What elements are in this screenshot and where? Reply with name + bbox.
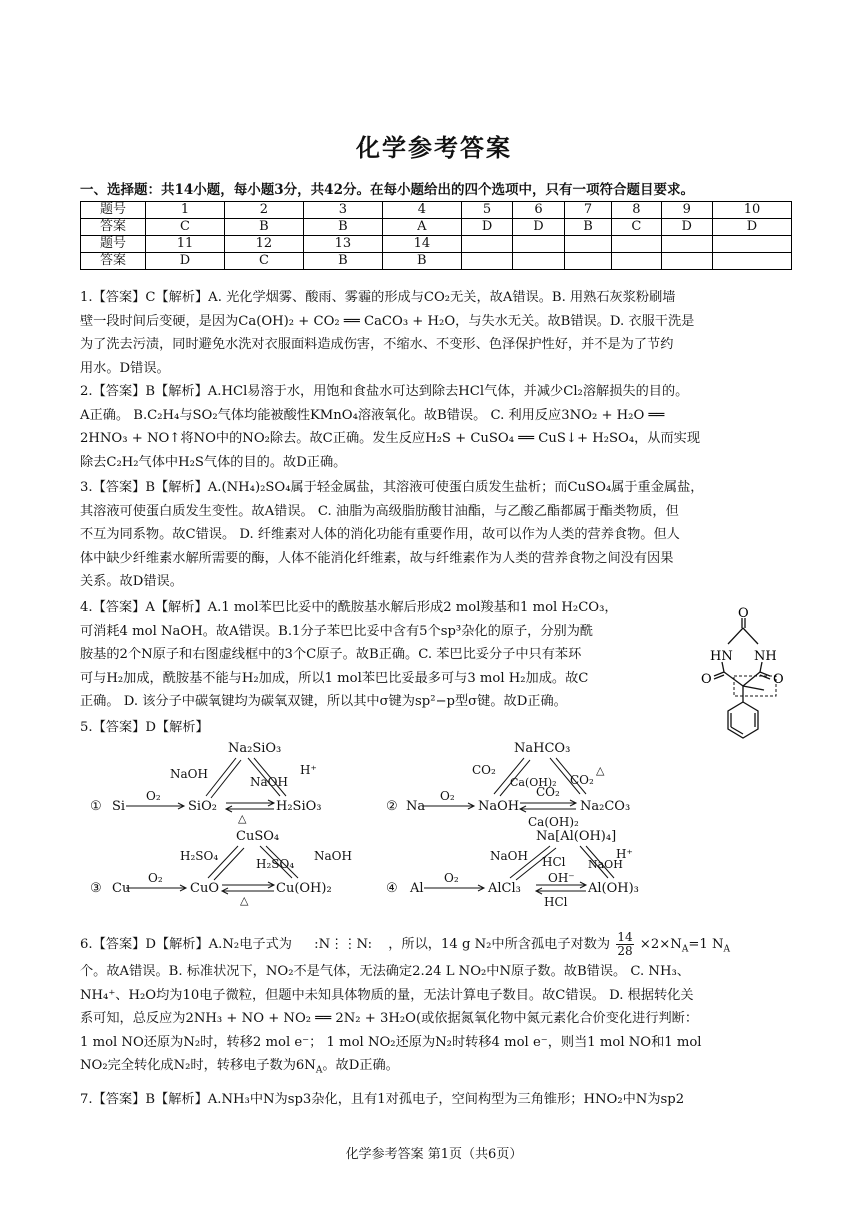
species-label: Na: [406, 799, 426, 814]
table-cell: [661, 253, 712, 270]
table-cell: [564, 253, 612, 270]
row-label: 题号: [81, 202, 146, 219]
table-cell: B: [382, 253, 461, 270]
text-line: 正确。 D. 该分子中碳氧键均为碳氧双键，所以其中σ键为sp²−p型σ键。故D正确。: [80, 694, 567, 710]
heat-symbol: △: [596, 764, 605, 777]
diagram-number: ②: [386, 799, 398, 814]
reagent-label: Ca(OH)₂: [510, 776, 557, 789]
species-label: Na[Al(OH)₄]: [536, 829, 617, 844]
table-cell: 4: [382, 202, 461, 219]
table-cell: D: [461, 219, 512, 236]
reagent-label: NaOH: [490, 849, 528, 863]
table-cell: [612, 253, 661, 270]
table-cell: B: [564, 219, 612, 236]
table-cell: 12: [224, 236, 303, 253]
text-line: 2.【答案】B【解析】A.HCl易溶于水，用饱和食盐水可达到除去HCl气体，并减少Cl₂溶解损失的目的。: [80, 384, 689, 399]
reagent-label: O₂: [146, 789, 161, 803]
text-line: 体中缺少纤维素水解所需要的酶，人体不能消化纤维素，故与纤维素作为人类的营养食物之间没有因果: [80, 550, 674, 566]
text-line: 壁一段时间后变硬，是因为Ca(OH)₂ + CO₂ ══ CaCO₃ + H₂O，与失水无关。故B错误。D. 衣服干洗是: [80, 313, 695, 329]
text-line: 6.【答案】D【解析】A.N₂电子式为 :N⋮⋮N: ，所以，14 g N₂中所含孤电子对数为 $\frac{14}{28}$ $\times 2\times N_A=1$ $N_A$: [80, 930, 730, 958]
reagent-label: HCl: [542, 855, 566, 869]
heat-symbol: △: [240, 894, 249, 907]
table-cell: 3: [303, 202, 382, 219]
text-line: NH₄⁺、H₂O均为10电子微粒，但题中未知具体物质的量，无法计算电子数目。故C错误。 D. 根据转化关: [80, 987, 694, 1003]
diagram-number: ①: [90, 799, 102, 814]
table-cell: 11: [146, 236, 225, 253]
reagent-label: CO₂: [536, 785, 560, 799]
text-line: 4.【答案】A【解析】A.1 mol苯巴比妥中的酰胺基水解后形成2 mol羧基和1 mol H₂CO₃，: [80, 600, 618, 615]
species-label: SiO₂: [188, 799, 217, 814]
text-line: 不互为同系物。故C错误。 D. 纤维素对人体的消化功能有重要作用，故可以作为人类的营养食物。但人: [80, 527, 680, 543]
reagent-label: OH⁻: [548, 871, 575, 885]
row-label: 题号: [81, 236, 146, 253]
table-cell: [461, 253, 512, 270]
reagent-label: CO₂: [570, 773, 594, 787]
table-cell: 1: [146, 202, 225, 219]
text-line: NO₂完全转化成N₂时，转移电子数为$6N_A$。故D正确。: [80, 1058, 399, 1077]
text-line: 个。故A错误。B. 标准状况下，NO₂不是气体，无法确定2.24 L NO₂中N原子数。故B错误。 C. NH₃、: [80, 964, 690, 979]
row-label: 答案: [81, 253, 146, 270]
text-fragment: 。故D正确。: [322, 1058, 399, 1074]
table-cell: 7: [564, 202, 612, 219]
reagent-label: O₂: [148, 871, 163, 885]
table-cell: C: [224, 253, 303, 270]
table-cell: 5: [461, 202, 512, 219]
fraction-denominator: 28: [617, 944, 633, 958]
text-line: 关系。故D错误。: [80, 574, 183, 590]
atom-label: O: [701, 672, 712, 687]
species-label: Al(OH)₃: [588, 881, 639, 896]
table-cell: 6: [513, 202, 564, 219]
table-cell: 10: [712, 202, 791, 219]
species-label: CuSO₄: [236, 829, 280, 844]
lewis-structure: :N⋮⋮N:: [314, 937, 373, 952]
diagram-number: ④: [386, 881, 398, 896]
reaction-diagrams: [80, 738, 700, 918]
diagram-number: ③: [90, 881, 102, 896]
reagent-label: O₂: [444, 871, 459, 885]
text-fragment: NO₂完全转化成N₂时，转移电子数为6N: [80, 1058, 316, 1074]
species-label: Cu: [112, 881, 131, 896]
atom-label: HN: [710, 649, 733, 664]
fraction: [616, 931, 633, 958]
table-cell: B: [303, 219, 382, 236]
atom-label: O: [773, 672, 784, 687]
table-cell: B: [303, 253, 382, 270]
question-2: [80, 380, 796, 474]
text-fragment: =1 N: [688, 937, 724, 952]
table-cell: [513, 253, 564, 270]
reagent-label: NaOH: [170, 767, 208, 781]
table-row: [81, 253, 792, 270]
table-cell: D: [712, 219, 791, 236]
table-cell: [712, 253, 791, 270]
table-row: [81, 202, 792, 219]
table-cell: 9: [661, 202, 712, 219]
species-label: Na₂SiO₃: [228, 741, 282, 756]
table-cell: [564, 236, 612, 253]
reagent-label: H⁺: [300, 763, 317, 777]
table-cell: [461, 236, 512, 253]
text-line: 1.【答案】C【解析】A. 光化学烟雾、酸雨、雾霾的形成与CO₂无关，故A错误。B. 用熟石灰浆粉刷墙: [80, 290, 676, 305]
text-line: 5.【答案】D【解析】: [80, 720, 209, 735]
reagent-label: O₂: [440, 789, 455, 803]
text-line: A正确。 B.C₂H₄与SO₂气体均能被酸性KMnO₄溶液氧化。故B错误。 C. 利用反应3NO₂ + H₂O ══: [80, 407, 665, 423]
table-cell: [513, 236, 564, 253]
page-footer: 化学参考答案 第1页（共6页）: [345, 1147, 523, 1162]
table-cell: B: [224, 219, 303, 236]
species-label: CuO: [190, 881, 219, 896]
table-cell: D: [661, 219, 712, 236]
table-cell: 13: [303, 236, 382, 253]
reagent-label: HCl: [544, 895, 568, 909]
table-cell: D: [513, 219, 564, 236]
reagent-label: NaOH: [250, 775, 288, 789]
fraction-numerator: 14: [617, 930, 633, 944]
answer-table: [80, 201, 792, 270]
table-cell: [661, 236, 712, 253]
reagent-label: Ca(OH)₂: [528, 815, 579, 829]
table-cell: C: [146, 219, 225, 236]
text-line: 可消耗4 mol NaOH。故A错误。B.1分子苯巴比妥中含有5个sp³杂化的原子，分别为酰: [80, 623, 594, 639]
table-cell: 14: [382, 236, 461, 253]
row-label: 答案: [81, 219, 146, 236]
question-5: [80, 716, 796, 740]
text-line: 1 mol NO还原为N₂时，转移2 mol e⁻； 1 mol NO₂还原为N₂时转移4 mol e⁻，则当1 mol NO和1 mol: [80, 1034, 702, 1050]
reagent-label: H⁺: [616, 847, 633, 861]
species-label: Al: [410, 881, 424, 896]
text-line: 可与H₂加成，酰胺基不能与H₂加成，所以1 mol苯巴比妥最多可与3 mol H₂加成。故C: [80, 670, 589, 686]
question-6: [80, 930, 796, 1078]
table-cell: 2: [224, 202, 303, 219]
text-line: 用水。D错误。: [80, 360, 170, 376]
question-1: [80, 286, 796, 380]
reagent-label: H₂SO₄: [180, 849, 219, 863]
species-label: NaOH: [478, 799, 520, 814]
text-line: 系可知，总反应为2NH₃ + NO + NO₂ ══ 2N₂ + 3H₂O(或依据氮氧化物中氮元素化合价变化进行判断：: [80, 1011, 699, 1027]
reagent-label: NaOH: [588, 858, 623, 871]
page-title: 化学参考答案: [356, 133, 512, 162]
species-label: H₂SiO₃: [276, 799, 322, 814]
text-line: 其溶液可使蛋白质发生变性。故A错误。 C. 油脂为高级脂肪酸甘油酯，与乙酸乙酯都属于酯类物质，但: [80, 503, 679, 519]
question-7: [80, 1088, 796, 1112]
reagent-label: H₂SO₄: [256, 857, 295, 871]
question-3: [80, 476, 796, 594]
question-4: [80, 596, 692, 714]
text-line: 除去C₂H₂气体中H₂S气体的目的。故D正确。: [80, 454, 347, 470]
text-fragment: ×2×N: [639, 937, 682, 952]
reagent-label: CO₂: [472, 763, 496, 777]
section-heading: 一、选择题：共14小题，每小题3分，共42分。在每小题给出的四个选项中，只有一项符合题目要求。: [80, 182, 694, 198]
species-label: Cu(OH)₂: [276, 881, 332, 896]
text-line: 7.【答案】B【解析】A.NH₃中N为sp3杂化，且有1对孤电子，空间构型为三角锥形；HNO₂中N为sp2: [80, 1092, 685, 1107]
table-row: [81, 219, 792, 236]
species-label: Na₂CO₃: [580, 799, 631, 814]
species-label: AlCl₃: [488, 881, 521, 896]
table-cell: C: [612, 219, 661, 236]
atom-label: NH: [754, 649, 777, 664]
text-line: 3.【答案】B【解析】A.(NH₄)₂SO₄属于轻金属盐，其溶液可使蛋白质发生盐析；而CuSO₄属于重金属盐，: [80, 480, 704, 495]
table-cell: [712, 236, 791, 253]
text-line: 2HNO₃ + NO↑将NO中的NO₂除去。故C正确。发生反应H₂S + CuSO₄ ══ CuS↓+ H₂SO₄，从而实现: [80, 431, 701, 447]
text-line: 胺基的2个N原子和右图虚线框中的3个C原子。故B正确。C. 苯巴比妥分子中只有苯环: [80, 647, 582, 663]
text-fragment: 6.【答案】D【解析】A.N₂电子式为: [80, 937, 292, 952]
heat-symbol: △: [238, 812, 247, 825]
table-cell: D: [146, 253, 225, 270]
table-cell: [612, 236, 661, 253]
text-fragment: ，所以，14 g N₂中所含孤电子对数为: [388, 937, 611, 952]
species-label: NaHCO₃: [514, 741, 571, 756]
species-label: Si: [112, 799, 126, 814]
text-line: 为了洗去污渍，同时避免水洗对衣服面料造成伤害，不缩水、不变形、色泽保护性好，并不是为了节约: [80, 337, 674, 353]
reagent-label: NaOH: [314, 849, 352, 863]
atom-label: O: [738, 606, 749, 621]
table-cell: 8: [612, 202, 661, 219]
table-cell: A: [382, 219, 461, 236]
table-row: [81, 236, 792, 253]
